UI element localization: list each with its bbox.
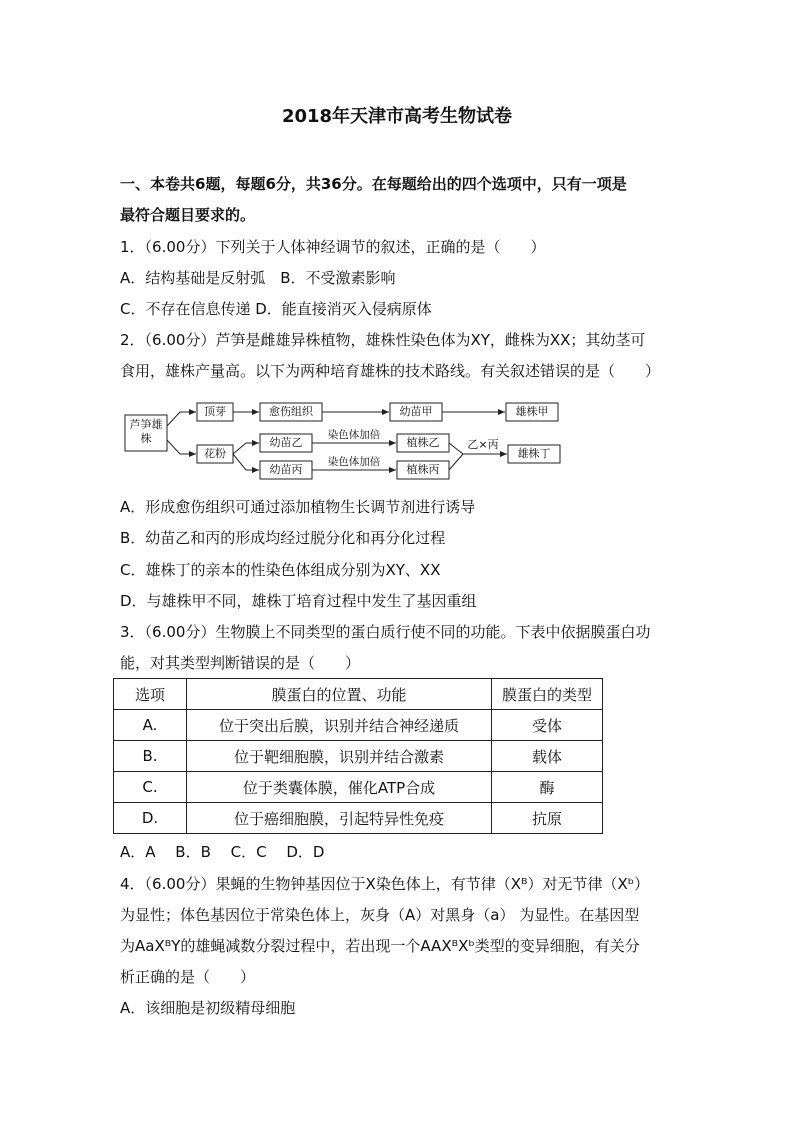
q4-stem-line1: 4．（6.00分）果蝇的生物钟基因位于X染色体上，有节律（Xᴮ）对无节律（Xᵇ） [120,875,650,893]
table-header-cell: 膜蛋白的位置、功能 [187,679,492,710]
diagram-plant-c: 植株丙 [406,463,440,476]
q4-stem-line3: 为AaXᴮY的雄蝇减数分裂过程中，若出现一个AAXᴮXᵇ类型的变异细胞，有关分 [120,937,640,955]
table-cell: 位于癌细胞膜，引起特异性免疫 [187,803,492,834]
q2-option-a: A．形成愈伤组织可通过添加植物生长调节剂进行诱导 [120,498,476,516]
q1-stem: 1．（6.00分）下列关于人体神经调节的叙述，正确的是（ ） [120,238,546,256]
diagram-male-d: 雄株丁 [517,447,551,460]
table-cell: 位于突出后膜，识别并结合神经递质 [187,710,492,741]
table-cell: B. [114,741,187,772]
section-instruction-line2: 最符合题目要求的。 [120,206,256,224]
diagram-bud: 顶芽 [204,405,226,418]
table-cell: 位于类囊体膜，催化ATP合成 [187,772,492,803]
diagram-source-label: 芦笋雄株 [129,418,163,445]
diagram-labels [118,393,568,483]
diagram-plant-b: 植株乙 [406,436,440,449]
q1-options-cd: C．不存在信息传递 D．能直接消灭入侵病原体 [120,300,432,318]
table-cell: 受体 [492,710,603,741]
table-cell: 酶 [492,772,603,803]
diagram-male-a: 雄株甲 [515,405,549,418]
q1-options-ab: A．结构基础是反射弧 B．不受激素影响 [120,269,396,287]
q4-stem-line4: 析正确的是（ ） [120,968,256,986]
table-cell: 载体 [492,741,603,772]
q4-option-a: A．该细胞是初级精母细胞 [120,999,296,1017]
table-cell: D. [114,803,187,834]
page-title: 2018年天津市高考生物试卷 [281,106,513,127]
q2-option-d: D．与雄株甲不同，雄株丁培育过程中发生了基因重组 [120,592,477,610]
table-cell: A. [114,710,187,741]
q4-stem-line2: 为显性；体色基因位于常染色体上，灰身（A）对黑身（a） 为显性。在基因型 [120,906,640,924]
q3-stem-line1: 3．（6.00分）生物膜上不同类型的蛋白质行使不同的功能。下表中依据膜蛋白功 [120,623,651,641]
table-cell: 位于靶细胞膜，识别并结合激素 [187,741,492,772]
q3-table [113,678,603,834]
diagram-double-1: 染色体加倍 [327,429,381,441]
q2-option-c: C．雄株丁的亲本的性染色体组成分别为XY、XX [120,561,441,579]
table-cell: 抗原 [492,803,603,834]
diagram-seedling-c: 幼苗丙 [269,463,303,476]
q2-option-b: B．幼苗乙和丙的形成均经过脱分化和再分化过程 [120,529,446,547]
section-instruction-line1: 一、本卷共6题，每题6分，共36分。在每题给出的四个选项中，只有一项是 [120,175,627,193]
q3-options: A．A B．B C．C D．D [120,843,325,861]
table-row [114,710,603,741]
diagram-seedling-b: 幼苗乙 [269,436,303,449]
diagram-cross: 乙×丙 [467,438,499,451]
table-row [114,803,603,834]
q3-stem-line2: 能，对其类型判断错误的是（ ） [120,654,361,672]
table-header-cell: 选项 [114,679,187,710]
table-header-row [114,679,603,710]
q2-stem-line2: 食用，雄株产量高。以下为两种培育雄株的技术路线。有关叙述错误的是（ ） [120,362,661,380]
table-row [114,741,603,772]
table-header-cell: 膜蛋白的类型 [492,679,603,710]
table-cell: C. [114,772,187,803]
diagram-seedling-a: 幼苗甲 [399,405,433,418]
q2-stem-line1: 2．（6.00分）芦笋是雌雄异株植物，雄株性染色体为XY，雌株为XX；其幼茎可 [120,331,646,349]
diagram-callus: 愈伤组织 [269,405,313,418]
table-row [114,772,603,803]
diagram-pollen: 花粉 [204,447,226,460]
diagram-double-2: 染色体加倍 [327,456,381,468]
